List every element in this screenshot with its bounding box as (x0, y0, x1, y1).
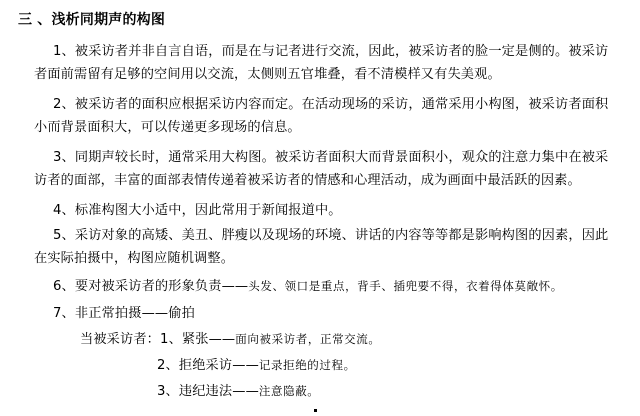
paragraph-3: 3、同期声较长时，通常采用大构图。被采访者面积大而背景面积小，观众的注意力集中在被采访者的面部，丰富的面部表情传递着被采访者的情感和心理活动，成为画面中最活跃的因素。 (34, 150, 609, 188)
sub-item-3-lead: 3、违纪违法—— (157, 384, 259, 399)
section-heading: 三 、浅析同期声的构图 (18, 12, 166, 28)
sub-item-1-lead: 当被采访者：1、紧张—— (80, 332, 236, 347)
paragraph-2: 2、被采访者的面积应根据采访内容而定。在活动现场的采访，通常采用小构图，被采访者面积小而背景面积大，可以传递更多现场的信息。 (34, 97, 609, 135)
paragraph-6 (53, 275, 563, 298)
sub-item-2-handwriting: 记录拒绝的过程。 (258, 358, 356, 372)
sub-item-1 (80, 328, 380, 351)
paragraph-1: 1、被采访者并非自言自语，而是在与记者进行交流，因此，被采访者的脸一定是侧的。被采访者面前需留有足够的空间用以交流，太侧则五官堆叠，看不清模样又有失美观。 (34, 44, 609, 82)
sub-item-2-lead: 2、拒绝采访—— (157, 358, 259, 373)
paragraph-6-handwriting: 头发、领口是重点，背手、插兜要不得，衣着得体莫敞怀。 (248, 279, 563, 293)
paragraph-6-lead: 6、要对被采访者的形象负责—— (53, 279, 249, 294)
sub-item-1-handwriting: 面向被采访者，正常交流。 (235, 332, 381, 346)
paragraph-5: 5、采访对象的高矮、美丑、胖瘦以及现场的环境、讲话的内容等等都是影响构图的因素，因此在实际拍摄中，构图应随机调整。 (34, 228, 609, 266)
sub-item-2 (157, 354, 356, 377)
paragraph-4: 4、标准构图大小适中，因此常用于新闻报道中。 (53, 203, 342, 218)
paragraph-7: 7、非正常拍摄——偷拍 (53, 306, 195, 321)
page-mark (314, 409, 317, 412)
sub-item-3 (157, 380, 319, 403)
sub-item-3-handwriting: 注意隐蔽。 (258, 384, 320, 398)
